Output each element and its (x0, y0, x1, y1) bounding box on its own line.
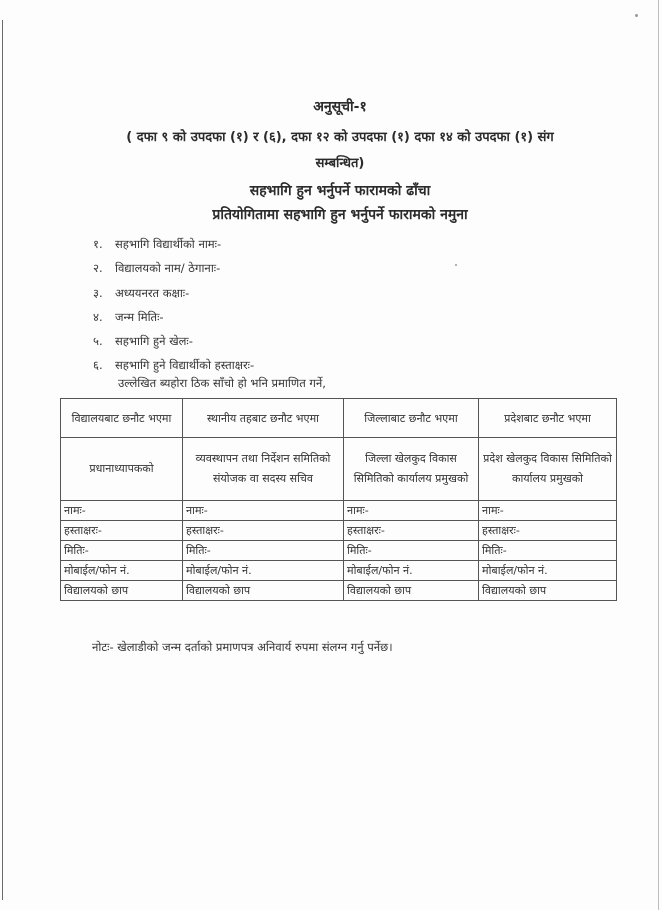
phone-cell: मोबाईल/फोन नं. (61, 561, 183, 581)
stamp-cell: विद्यालयको छाप (183, 581, 344, 601)
item-label: सहभागि हुने विद्यार्थीको हस्ताक्षरः- (115, 358, 255, 373)
table-row (61, 561, 617, 581)
list-item (93, 329, 254, 353)
item-label: विद्यालयको नाम/ ठेगानाः- (115, 261, 221, 276)
table-header-row (61, 399, 617, 438)
item-label: जन्म मितिः- (115, 309, 164, 324)
reference-line-continued: सम्बन्धित) (315, 156, 365, 171)
list-item (93, 232, 254, 256)
verification-table (60, 398, 617, 601)
participant-fields-list (93, 232, 254, 378)
name-cell: नामः- (61, 501, 183, 521)
item-number: १. (93, 237, 103, 251)
item-label: अध्ययनरत कक्षाः- (115, 285, 190, 300)
role-cell: जिल्ला खेलकुद विकास सिमितिको कार्यालय प्रमुखको (344, 438, 479, 501)
annex-title: अनुसूची-१ (313, 99, 367, 115)
header-province-selection: प्रदेशबाट छनौट भएमा (479, 399, 617, 438)
signature-cell: हस्ताक्षरः- (183, 521, 344, 541)
scan-speck (635, 14, 638, 17)
date-cell: मितिः- (479, 541, 617, 561)
table-row (61, 541, 617, 561)
signature-cell: हस्ताक्षरः- (61, 521, 183, 541)
header-school-selection: विद्यालयबाट छनौट भएमा (61, 399, 183, 438)
phone-cell: मोबाईल/फोन नं. (344, 561, 479, 581)
name-cell: नामः- (479, 501, 617, 521)
name-cell: नामः- (344, 501, 479, 521)
phone-cell: मोबाईल/फोन नं. (479, 561, 617, 581)
stamp-cell: विद्यालयको छाप (61, 581, 183, 601)
birth-certificate-note: नोटः- खेलाडीको जन्म दर्ताको प्रमाणपत्र अनिवार्य रुपमा संलग्न गर्नु पर्नेछ। (92, 640, 393, 654)
header-local-selection: स्थानीय तहबाट छनौट भएमा (183, 399, 344, 438)
role-cell: प्रधानाध्यापकको (61, 438, 183, 501)
stamp-cell: विद्यालयको छाप (344, 581, 479, 601)
table-row (61, 521, 617, 541)
date-cell: मितिः- (344, 541, 479, 561)
item-label: सहभागि हुने खेलः- (115, 334, 193, 349)
list-item (93, 305, 254, 329)
list-item (93, 256, 254, 280)
date-cell: मितिः- (61, 541, 183, 561)
item-number: ५. (93, 334, 103, 349)
list-item (93, 281, 254, 305)
role-cell: व्यवस्थापन तथा निर्देशन समितिको संयोजक वा सदस्य सचिव (183, 438, 344, 501)
item-number: ४. (93, 309, 103, 324)
date-cell: मितिः- (183, 541, 344, 561)
role-cell: प्रदेश खेलकुद विकास सिमितिको कार्यालय प्रमुखको (479, 438, 617, 501)
list-item (93, 353, 254, 377)
certification-statement: उल्लेखित ब्यहोरा ठिक साँचो हो भनि प्रमाणित गर्ने, (118, 376, 326, 390)
form-format-title: सहभागि हुन भर्नुपर्ने फारामको ढाँचा (249, 183, 431, 199)
scan-edge-left (2, 20, 3, 900)
item-label: सहभागि विद्यार्थीको नामः- (115, 237, 222, 251)
stamp-cell: विद्यालयको छाप (479, 581, 617, 601)
reference-line: ( दफा ९ को उपदफा (१) र (६), दफा १२ को उपदफा (१) दफा १४ को उपदफा (१) संग (126, 130, 554, 145)
header-district-selection: जिल्लाबाट छनौट भएमा (344, 399, 479, 438)
item-number: २. (93, 261, 103, 276)
table-row (61, 501, 617, 521)
item-number: ३. (93, 285, 103, 300)
signature-cell: हस्ताक्षरः- (344, 521, 479, 541)
table-role-row (61, 438, 617, 501)
phone-cell: मोबाईल/फोन नं. (183, 561, 344, 581)
name-cell: नामः- (183, 501, 344, 521)
table-row (61, 581, 617, 601)
scan-edge-right (658, 0, 659, 910)
form-sample-title: प्रतियोगितामा सहभागि हुन भर्नुपर्ने फारामको नमुना (212, 207, 468, 223)
item-number: ६. (93, 358, 103, 373)
scan-speck (455, 264, 457, 266)
signature-cell: हस्ताक्षरः- (479, 521, 617, 541)
